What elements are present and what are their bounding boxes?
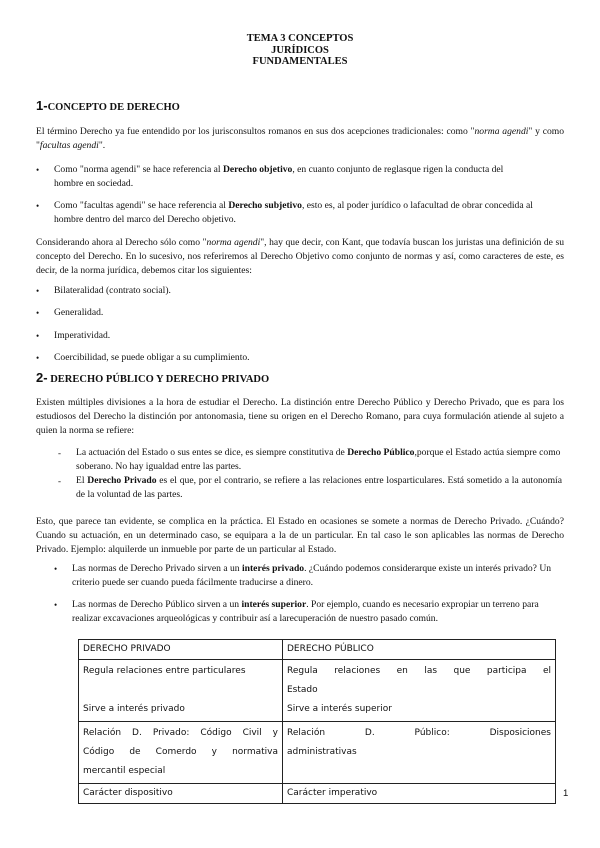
list-item — [54, 562, 562, 590]
bullet-icon: • — [36, 331, 40, 341]
bullet-bold: interés privado — [241, 563, 305, 574]
intro-text-c: ". — [98, 140, 106, 151]
dash-text: es el que, por el contrario, se refiere a las relaciones entre losparticulares. Está sometido a la autonomía de la voluntad de las partes. — [76, 475, 562, 500]
section-2-number: 2- — [36, 370, 48, 385]
para-text: Considerando ahora al Derecho sólo como " — [36, 237, 207, 248]
bullet-text: Como "norma agendi" se hace referencia al — [54, 164, 223, 175]
table-cell: Carácter imperativo — [283, 784, 556, 804]
dash-bold: Derecho Público — [347, 447, 415, 458]
dash-bold: Derecho Privado — [87, 475, 157, 486]
section-2-intro: Existen múltiples divisiones a la hora de estudiar el Derecho. La distinción entre Derecho Público y Derecho Privado, que es para los estudiosos del Derecho la distinción por antonomasia, tiene su origen en el Derecho Romano, para cuya formulación atiende al sujeto a quien la norma se refiere: — [36, 397, 564, 436]
list-item — [36, 329, 454, 343]
list-item — [36, 163, 524, 191]
dash-text: El — [76, 475, 88, 486]
list-item — [36, 306, 454, 320]
bullet-text: Como "facultas agendi" se hace referencia al — [54, 200, 229, 211]
bullet-text: , esto es, al poder jurídico o lafacultad de obrar concedida al hombre dentro del marco del Derecho objetivo. — [54, 200, 533, 225]
cell-text: Sirve a interés superior — [287, 704, 392, 714]
cell-text: administrativas — [287, 747, 357, 757]
bullet-icon: • — [54, 564, 58, 574]
table-cell — [283, 660, 556, 722]
bullet-icon: • — [54, 600, 58, 610]
dash-text: La actuación del Estado o sus entes se dice, es siempre constitutiva de — [76, 447, 348, 458]
intro-emphasis-1: norma agendi — [474, 126, 529, 137]
bullet-icon: • — [36, 286, 40, 296]
section-1-intro — [36, 125, 564, 153]
title-line-3: FUNDAMENTALES — [252, 56, 348, 67]
section-1-number: 1- — [36, 98, 48, 113]
list-item — [36, 284, 454, 298]
title-line-1: TEMA 3 CONCEPTOS — [246, 33, 354, 44]
bullet-bold: interés superior — [241, 599, 307, 610]
table-header-row — [79, 640, 556, 660]
page-number: 1 — [563, 788, 569, 799]
section-2-heading — [36, 370, 269, 385]
table-header-private: DERECHO PRIVADO — [79, 640, 283, 660]
intro-emphasis-2: facultas agendi — [39, 140, 99, 151]
characteristic-text: Imperatividad. — [54, 330, 111, 341]
table-row — [79, 784, 556, 804]
cell-text: mercantil especial — [83, 766, 166, 776]
table-cell: Carácter dispositivo — [79, 784, 283, 804]
table-row — [79, 722, 556, 784]
dash-text: ,porque el Estado actúa siempre como soberano. No hay igualdad entre las partes. — [76, 447, 561, 472]
list-item — [36, 351, 454, 365]
bullet-text: . Por ejemplo, cuando es necesario expropiar un terreno para realizar excavaciones arqueológicas y contribuir así a larecuperación de nuestro pasado común. — [72, 599, 539, 624]
section-2-paragraph-2: Esto, que parece tan evidente, se complica en la práctica. El Estado en ocasiones se somete a normas de Derecho Privado. ¿Cuándo? Cuando su actuación, en un determinado caso, se equipara a la de un particular. En tal caso le son aplicables las normas de Derecho Privado. Ejemplo: alquilerde un inmueble por parte de un particular al Estado. — [36, 516, 564, 555]
cell-text: Relación D. Público: Disposiciones — [287, 728, 551, 738]
section-1-paragraph-2 — [36, 236, 564, 278]
characteristic-text: Bilateralidad (contrato social). — [54, 285, 171, 296]
table-cell — [79, 722, 283, 784]
bullet-icon: • — [36, 201, 40, 211]
characteristic-text: Generalidad. — [54, 307, 104, 318]
bullet-text: Las normas de Derecho Privado sirven a un — [72, 563, 242, 574]
table-cell — [79, 660, 283, 722]
list-item — [58, 474, 562, 502]
bullet-bold: Derecho objetivo — [222, 164, 293, 175]
bullet-icon: • — [36, 353, 40, 363]
para-emphasis: norma agendi — [206, 237, 261, 248]
section-1-heading — [36, 98, 180, 113]
cell-text: Regula relaciones entre particulares — [83, 666, 246, 676]
list-item — [54, 598, 564, 626]
bullet-text: , en cuanto conjunto de reglasque rigen la conducta del hombre en sociedad. — [54, 164, 504, 189]
para-text: ", hay que decir, con Kant, que todavía buscan los juristas una definición de su concepto del Derecho. En lo sucesivo, nos referiremos al Derecho Objetivo como conjunto de normas y así, como caracteres de este, es decir, de la norma jurídica, debemos citar los siguientes: — [36, 237, 565, 276]
characteristic-text: Coercibilidad, se puede obligar a su cumplimiento. — [54, 352, 250, 363]
cell-text: Sirve a interés privado — [83, 704, 185, 714]
bullet-text: . ¿Cuándo podemos considerarque existe un interés privado? Un criterio puede ser cuando pueda fácilmente traducirse a dinero. — [72, 563, 552, 588]
list-item — [36, 199, 559, 227]
dash-icon: - — [58, 476, 61, 486]
bullet-bold: Derecho subjetivo — [228, 200, 302, 211]
cell-text: Regula relaciones en las que participa el — [287, 666, 551, 676]
table-cell — [283, 722, 556, 784]
intro-text-a: El término Derecho ya fue entendido por los jurisconsultos romanos en sus dos acepciones tradicionales: como " — [36, 126, 475, 137]
bullet-icon: • — [36, 165, 40, 175]
bullet-text: Las normas de Derecho Público sirven a un — [72, 599, 242, 610]
comparison-table — [78, 639, 556, 804]
list-item — [58, 446, 562, 474]
cell-text: Estado — [287, 685, 318, 695]
cell-text: Relación D. Privado: Código Civil y — [83, 728, 278, 738]
section-1-title: CONCEPTO DE DERECHO — [47, 102, 180, 113]
cell-text: Código de Comerdo y normativa — [83, 747, 278, 757]
title-line-2: JURÍDICOS — [271, 44, 329, 56]
table-header-public: DERECHO PÚBLICO — [283, 640, 556, 660]
section-2-title: DERECHO PÚBLICO Y DERECHO PRIVADO — [50, 374, 270, 385]
bullet-icon: • — [36, 308, 40, 318]
table-row — [79, 660, 556, 722]
dash-icon: - — [58, 448, 61, 458]
intro-text-b: " y como " — [36, 126, 565, 151]
document-title — [0, 33, 600, 68]
